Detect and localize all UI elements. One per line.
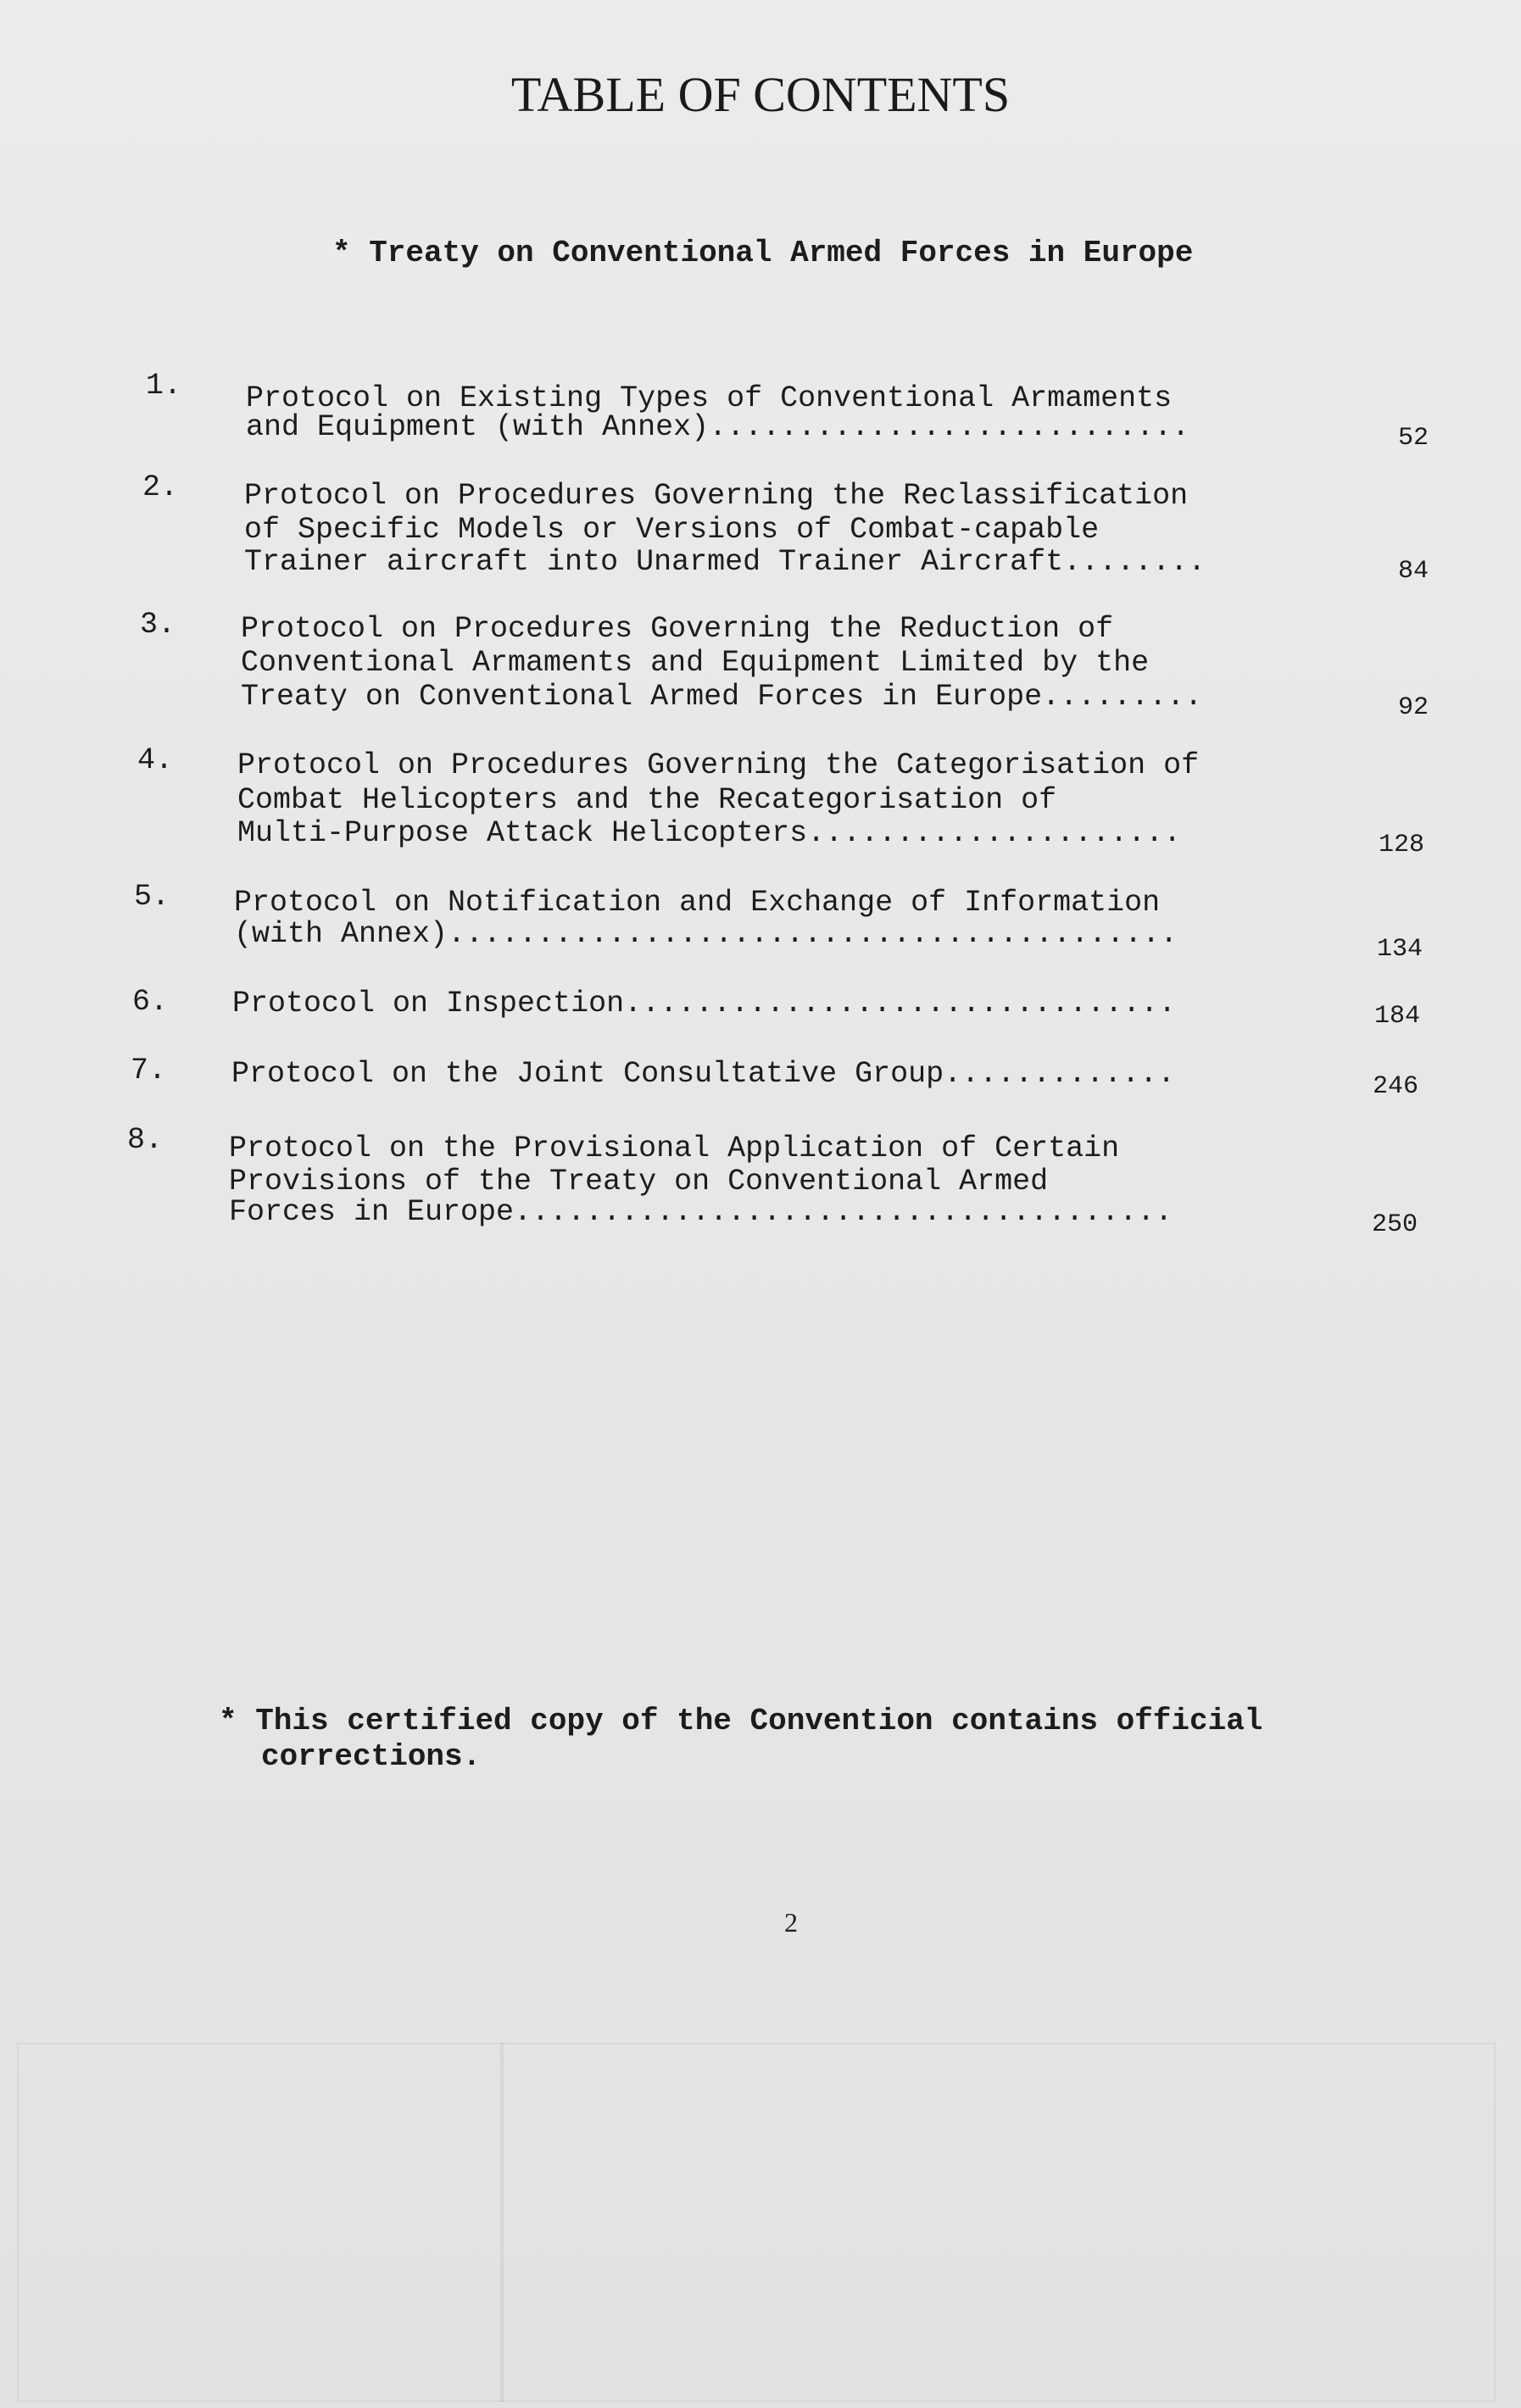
treaty-heading: * Treaty on Conventional Armed Forces in Europe [332,236,1194,270]
toc-entry-line: Protocol on the Provisional Application of Certain [229,1132,1120,1165]
show-through-divider [500,2043,504,2402]
toc-entry-page: 246 [1372,1072,1418,1101]
toc-entry-page: 92 [1397,693,1429,722]
page-number: 2 [784,1907,798,1938]
toc-entry-line: Multi-Purpose Attack Helicopters..................... [237,816,1182,850]
toc-entry-page: 134 [1376,935,1423,964]
toc-entry-line: Protocol on the Joint Consultative Group............. [231,1057,1176,1091]
toc-entry-line: and Equipment (with Annex)........................... [246,410,1190,444]
toc-entry-line: (with Annex)......................................... [234,917,1178,951]
show-through-box [17,2043,1496,2402]
toc-entry-line: Protocol on Inspection............................... [232,987,1177,1020]
toc-entry-number: 5. [134,880,170,914]
toc-entry-page: 52 [1397,424,1429,453]
toc-entry-page: 250 [1371,1210,1418,1239]
toc-entry-number: 3. [140,608,176,642]
footnote [219,1704,1262,1775]
toc-entry-number: 7. [131,1054,167,1087]
toc-entry-number: 4. [137,743,174,777]
toc-entry-line: Protocol on Notification and Exchange of Information [234,886,1161,920]
toc-entry-number: 2. [142,470,179,504]
toc-entry-line: of Specific Models or Versions of Combat-capable [244,513,1100,547]
toc-entry-number: 8. [127,1123,164,1157]
toc-entry-page: 128 [1378,831,1424,859]
footnote-line: * This certified copy of the Convention contains official [219,1704,1263,1738]
toc-entry-line: Protocol on Procedures Governing the Reclassification [244,479,1189,513]
toc-entry-line: Protocol on Procedures Governing the Reduction of [241,612,1114,646]
toc-entry-page: 184 [1373,1002,1420,1031]
toc-entry-number: 6. [132,985,169,1019]
toc-entry-line: Trainer aircraft into Unarmed Trainer Aircraft........ [244,545,1206,579]
toc-entry-number: 1. [146,369,182,403]
toc-entry-line: Treaty on Conventional Armed Forces in Europe......... [241,680,1203,714]
toc-entry-line: Conventional Armaments and Equipment Limited by the [241,646,1150,680]
toc-entry-page: 84 [1397,557,1429,586]
footnote-line: corrections. [261,1739,482,1774]
toc-entry-line: Forces in Europe..................................... [229,1195,1173,1229]
page-title: TABLE OF CONTENTS [510,67,1011,122]
toc-entry-line: Protocol on Existing Types of Conventional Armaments [246,381,1173,415]
toc-entry-line: Provisions of the Treaty on Conventional Armed [229,1165,1049,1198]
toc-entry-line: Combat Helicopters and the Recategorisation of [237,783,1057,817]
toc-entry-line: Protocol on Procedures Governing the Categorisation of [237,748,1200,782]
